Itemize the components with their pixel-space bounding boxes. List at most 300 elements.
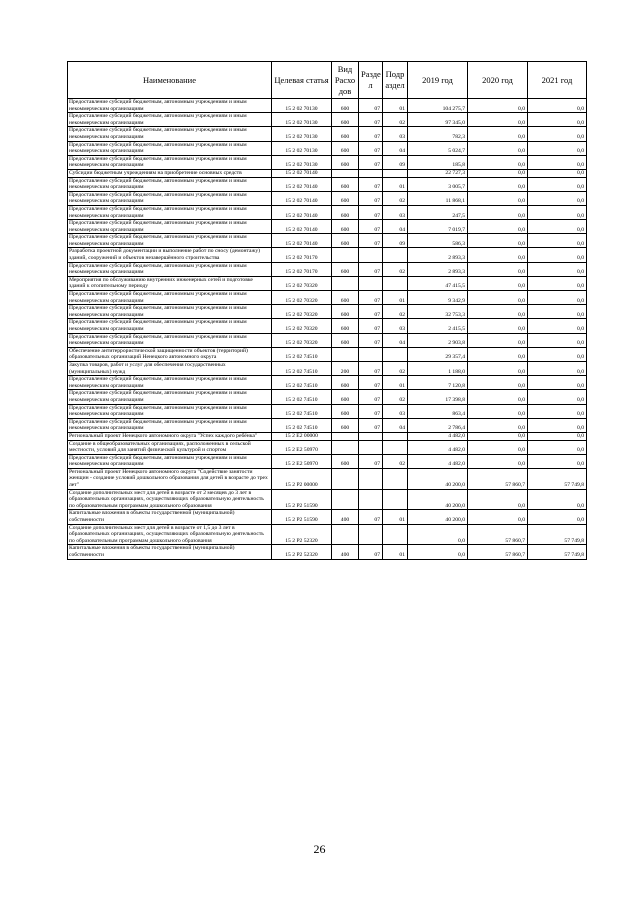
cell-year-2019: 40 200,0 (408, 510, 468, 524)
cell-name: Предоставление субсидий бюджетным, автономным учреждениям и иным некоммерческим организациям (68, 113, 272, 127)
cell-name: Создание в общеобразовательных организациях, расположенных в сельской местности, условий для занятий физической культурой и спортом (68, 440, 272, 454)
cell-year-2019: 22 727,3 (408, 169, 468, 177)
cell-expense-type: 600 (332, 319, 359, 333)
table-row (68, 347, 587, 361)
cell-year-2021: 0,0 (528, 333, 587, 347)
cell-name: Предоставление субсидий бюджетным, автономным учреждениям и иным некоммерческим организациям (68, 220, 272, 234)
cell-section (359, 169, 383, 177)
cell-year-2020: 0,0 (468, 418, 528, 432)
cell-name: Предоставление субсидий бюджетным, автономным учреждениям и иным некоммерческим организациям (68, 155, 272, 169)
cell-expense-type: 600 (332, 220, 359, 234)
cell-subsection: 04 (383, 220, 408, 234)
cell-expense-type (332, 524, 359, 545)
cell-subsection: 01 (383, 291, 408, 305)
cell-year-2021: 0,0 (528, 155, 587, 169)
cell-section: 07 (359, 127, 383, 141)
cell-section: 07 (359, 376, 383, 390)
cell-section: 07 (359, 319, 383, 333)
cell-year-2019: 104 275,7 (408, 99, 468, 113)
cell-year-2020: 0,0 (468, 113, 528, 127)
cell-name: Предоставление субсидий бюджетным, автономным учреждениям и иным некоммерческим организациям (68, 404, 272, 418)
cell-year-2019: 3 005,7 (408, 177, 468, 191)
cell-section (359, 248, 383, 262)
cell-target-article: 15 2 P2 51590 (272, 489, 332, 510)
cell-year-2020: 0,0 (468, 305, 528, 319)
cell-year-2019: 5 024,7 (408, 141, 468, 155)
cell-section: 07 (359, 510, 383, 524)
cell-year-2019: 247,5 (408, 205, 468, 219)
cell-section (359, 468, 383, 489)
cell-section: 07 (359, 99, 383, 113)
cell-section: 07 (359, 191, 383, 205)
table-row (68, 510, 587, 524)
cell-year-2020: 0,0 (468, 191, 528, 205)
cell-section (359, 347, 383, 361)
table-row (68, 432, 587, 440)
cell-subsection: 04 (383, 333, 408, 347)
table-row (68, 220, 587, 234)
cell-expense-type: 600 (332, 454, 359, 468)
cell-section: 07 (359, 454, 383, 468)
budget-table (67, 61, 587, 560)
cell-year-2021: 0,0 (528, 432, 587, 440)
header-expense-type: Вид Расхо дов (332, 62, 359, 99)
table-row (68, 113, 587, 127)
cell-year-2020: 0,0 (468, 141, 528, 155)
cell-expense-type: 600 (332, 205, 359, 219)
cell-year-2019: 29 357,4 (408, 347, 468, 361)
cell-section: 07 (359, 155, 383, 169)
cell-year-2019: 7 120,8 (408, 376, 468, 390)
cell-expense-type: 600 (332, 262, 359, 276)
cell-target-article: 15 2 02 70130 (272, 155, 332, 169)
cell-target-article: 15 2 02 70170 (272, 248, 332, 262)
cell-target-article: 15 2 02 70320 (272, 319, 332, 333)
cell-name: Создание дополнительных мест для детей в возрасте от 1,5 до 3 лет в образовательных организациях, осуществляющих образовательную деятельность по образовательным программам дошкольного образования (68, 524, 272, 545)
cell-year-2019: 782,3 (408, 127, 468, 141)
cell-name: Предоставление субсидий бюджетным, автономным учреждениям и иным некоммерческим организациям (68, 234, 272, 248)
table-row (68, 545, 587, 559)
cell-year-2020: 0,0 (468, 169, 528, 177)
cell-expense-type: 400 (332, 545, 359, 559)
cell-expense-type (332, 489, 359, 510)
cell-year-2021: 0,0 (528, 141, 587, 155)
cell-target-article: 15 2 02 70140 (272, 191, 332, 205)
cell-year-2020: 0,0 (468, 234, 528, 248)
cell-subsection: 02 (383, 113, 408, 127)
cell-subsection (383, 468, 408, 489)
cell-subsection (383, 489, 408, 510)
cell-section: 07 (359, 234, 383, 248)
cell-expense-type: 600 (332, 291, 359, 305)
cell-name: Предоставление субсидий бюджетным, автономным учреждениям и иным некоммерческим организациям (68, 141, 272, 155)
cell-section: 07 (359, 333, 383, 347)
cell-expense-type (332, 347, 359, 361)
cell-year-2019: 863,4 (408, 404, 468, 418)
table-row (68, 454, 587, 468)
cell-name: Предоставление субсидий бюджетным, автономным учреждениям и иным некоммерческим организациям (68, 305, 272, 319)
cell-subsection (383, 248, 408, 262)
cell-year-2021: 0,0 (528, 220, 587, 234)
cell-subsection (383, 347, 408, 361)
cell-year-2021: 0,0 (528, 440, 587, 454)
cell-target-article: 15 2 02 70140 (272, 220, 332, 234)
cell-year-2021: 0,0 (528, 376, 587, 390)
page-number: 26 (313, 842, 326, 856)
header-section: Разде л (359, 62, 383, 99)
cell-year-2021: 0,0 (528, 291, 587, 305)
table-row (68, 489, 587, 510)
cell-year-2020: 0,0 (468, 347, 528, 361)
table-row (68, 169, 587, 177)
cell-subsection (383, 432, 408, 440)
cell-year-2020: 57 860,7 (468, 545, 528, 559)
table-row (68, 99, 587, 113)
cell-expense-type: 600 (332, 376, 359, 390)
table-row (68, 205, 587, 219)
cell-year-2020: 0,0 (468, 177, 528, 191)
cell-section: 07 (359, 305, 383, 319)
header-subsection: Подр аздел (383, 62, 408, 99)
cell-expense-type (332, 440, 359, 454)
cell-year-2021: 0,0 (528, 127, 587, 141)
cell-year-2021: 0,0 (528, 99, 587, 113)
cell-name: Региональный проект Ненецкого автономного округа "Содействие занятости женщин - создание условий дошкольного образования для детей в возрасте до трех лет" (68, 468, 272, 489)
cell-year-2020: 0,0 (468, 489, 528, 510)
cell-subsection: 01 (383, 545, 408, 559)
cell-subsection: 03 (383, 319, 408, 333)
table-row (68, 248, 587, 262)
cell-year-2019: 4 482,0 (408, 432, 468, 440)
cell-year-2020: 0,0 (468, 510, 528, 524)
cell-target-article: 15 2 02 70130 (272, 127, 332, 141)
cell-name: Создание дополнительных мест для детей в возрасте от 2 месяцев до 3 лет в образовательных организациях, осуществляющих образовательную деятельность по образовательным программам дошкольного образования (68, 489, 272, 510)
cell-year-2019: 4 482,0 (408, 454, 468, 468)
table-row (68, 361, 587, 375)
cell-year-2021: 0,0 (528, 169, 587, 177)
cell-expense-type: 600 (332, 418, 359, 432)
cell-target-article: 15 2 02 70130 (272, 99, 332, 113)
cell-name: Предоставление субсидий бюджетным, автономным учреждениям и иным некоммерческим организациям (68, 319, 272, 333)
header-year-2021: 2021 год (528, 62, 587, 99)
cell-expense-type: 400 (332, 510, 359, 524)
cell-year-2021: 0,0 (528, 262, 587, 276)
cell-target-article: 15 2 02 70130 (272, 141, 332, 155)
cell-target-article: 15 2 02 74510 (272, 361, 332, 375)
table-row (68, 305, 587, 319)
cell-year-2019: 2 786,4 (408, 418, 468, 432)
cell-name: Предоставление субсидий бюджетным, автономным учреждениям и иным некоммерческим организациям (68, 291, 272, 305)
cell-expense-type: 600 (332, 127, 359, 141)
cell-year-2020: 0,0 (468, 99, 528, 113)
cell-target-article: 15 2 02 74510 (272, 404, 332, 418)
cell-target-article: 15 2 P2 00000 (272, 468, 332, 489)
table-row (68, 333, 587, 347)
table-row (68, 262, 587, 276)
cell-subsection: 01 (383, 510, 408, 524)
cell-section (359, 432, 383, 440)
cell-target-article: 15 2 P2 51590 (272, 510, 332, 524)
table-row (68, 404, 587, 418)
cell-expense-type: 600 (332, 155, 359, 169)
cell-year-2019: 586,3 (408, 234, 468, 248)
cell-year-2020: 0,0 (468, 454, 528, 468)
cell-section: 07 (359, 177, 383, 191)
cell-target-article: 15 2 E2 50970 (272, 454, 332, 468)
cell-target-article: 15 2 02 70320 (272, 305, 332, 319)
cell-section: 07 (359, 113, 383, 127)
table-row (68, 191, 587, 205)
cell-target-article: 15 2 P2 52320 (272, 545, 332, 559)
cell-target-article: 15 2 E2 50970 (272, 440, 332, 454)
cell-section: 07 (359, 418, 383, 432)
cell-year-2021: 0,0 (528, 113, 587, 127)
cell-name: Предоставление субсидий бюджетным, автономным учреждениям и иным некоммерческим организациям (68, 127, 272, 141)
cell-subsection: 09 (383, 155, 408, 169)
cell-year-2020: 0,0 (468, 390, 528, 404)
cell-year-2019: 2 893,3 (408, 248, 468, 262)
cell-year-2019: 0,0 (408, 545, 468, 559)
cell-year-2020: 0,0 (468, 404, 528, 418)
cell-section: 07 (359, 291, 383, 305)
cell-section: 07 (359, 404, 383, 418)
cell-subsection: 01 (383, 376, 408, 390)
cell-expense-type (332, 432, 359, 440)
cell-section (359, 489, 383, 510)
table-row (68, 155, 587, 169)
table-row (68, 468, 587, 489)
cell-name: Обеспечение антитеррористической защищенности объектов (территорий) образовательных организаций Ненецкого автономного округа (68, 347, 272, 361)
cell-subsection (383, 169, 408, 177)
cell-year-2019: 2 415,5 (408, 319, 468, 333)
cell-target-article: 15 2 02 74510 (272, 418, 332, 432)
cell-year-2020: 0,0 (468, 248, 528, 262)
cell-year-2019: 0,0 (408, 524, 468, 545)
cell-name: Предоставление субсидий бюджетным, автономным учреждениям и иным некоммерческим организациям (68, 333, 272, 347)
cell-year-2020: 0,0 (468, 220, 528, 234)
cell-year-2019: 17 398,8 (408, 390, 468, 404)
cell-target-article: 15 2 02 70320 (272, 291, 332, 305)
cell-subsection: 02 (383, 191, 408, 205)
cell-expense-type (332, 248, 359, 262)
cell-name: Капитальные вложения в объекты государственной (муниципальной) собственности (68, 510, 272, 524)
table-body (68, 99, 587, 560)
cell-year-2021: 57 749,8 (528, 545, 587, 559)
table-row (68, 319, 587, 333)
cell-expense-type: 600 (332, 305, 359, 319)
cell-target-article: 15 2 02 70140 (272, 234, 332, 248)
cell-year-2019: 2 903,8 (408, 333, 468, 347)
cell-subsection (383, 276, 408, 290)
cell-name: Предоставление субсидий бюджетным, автономным учреждениям и иным некоммерческим организациям (68, 262, 272, 276)
cell-target-article: 15 2 02 70320 (272, 333, 332, 347)
cell-name: Предоставление субсидий бюджетным, автономным учреждениям и иным некоммерческим организациям (68, 390, 272, 404)
cell-subsection (383, 524, 408, 545)
cell-expense-type: 600 (332, 404, 359, 418)
cell-year-2020: 0,0 (468, 291, 528, 305)
cell-year-2020: 0,0 (468, 276, 528, 290)
cell-year-2020: 0,0 (468, 262, 528, 276)
header-name: Наименование (68, 62, 272, 99)
cell-year-2021: 0,0 (528, 276, 587, 290)
cell-target-article: 15 2 02 70130 (272, 113, 332, 127)
cell-name: Предоставление субсидий бюджетным, автономным учреждениям и иным некоммерческим организациям (68, 454, 272, 468)
header-target-article: Целевая статья (272, 62, 332, 99)
table-row (68, 234, 587, 248)
cell-section: 07 (359, 141, 383, 155)
table-row (68, 276, 587, 290)
cell-year-2021: 0,0 (528, 454, 587, 468)
cell-target-article: 15 2 02 74510 (272, 347, 332, 361)
cell-subsection: 02 (383, 305, 408, 319)
cell-year-2019: 97 345,0 (408, 113, 468, 127)
cell-year-2021: 57 749,8 (528, 468, 587, 489)
cell-section (359, 524, 383, 545)
cell-year-2019: 32 753,3 (408, 305, 468, 319)
table-row (68, 524, 587, 545)
cell-expense-type: 600 (332, 234, 359, 248)
cell-name: Предоставление субсидий бюджетным, автономным учреждениям и иным некоммерческим организациям (68, 99, 272, 113)
cell-year-2021: 0,0 (528, 191, 587, 205)
cell-section: 07 (359, 361, 383, 375)
cell-year-2020: 0,0 (468, 361, 528, 375)
cell-expense-type: 600 (332, 141, 359, 155)
table-row (68, 141, 587, 155)
cell-year-2021: 0,0 (528, 489, 587, 510)
cell-year-2019: 40 200,0 (408, 489, 468, 510)
cell-year-2019: 9 342,9 (408, 291, 468, 305)
cell-year-2021: 0,0 (528, 404, 587, 418)
table-row (68, 440, 587, 454)
table-row (68, 376, 587, 390)
table-row (68, 291, 587, 305)
cell-subsection: 01 (383, 177, 408, 191)
cell-target-article: 15 2 E2 00000 (272, 432, 332, 440)
cell-year-2019: 7 019,7 (408, 220, 468, 234)
cell-year-2020: 0,0 (468, 205, 528, 219)
cell-target-article: 15 2 02 70320 (272, 276, 332, 290)
table-row (68, 177, 587, 191)
cell-section: 07 (359, 390, 383, 404)
cell-year-2020: 0,0 (468, 376, 528, 390)
header-year-2020: 2020 год (468, 62, 528, 99)
cell-section: 07 (359, 545, 383, 559)
cell-section (359, 440, 383, 454)
cell-year-2021: 0,0 (528, 361, 587, 375)
cell-target-article: 15 2 02 70140 (272, 205, 332, 219)
cell-expense-type: 600 (332, 177, 359, 191)
cell-name: Предоставление субсидий бюджетным, автономным учреждениям и иным некоммерческим организациям (68, 205, 272, 219)
cell-section: 07 (359, 262, 383, 276)
cell-year-2020: 0,0 (468, 155, 528, 169)
cell-name: Предоставление субсидий бюджетным, автономным учреждениям и иным некоммерческим организациям (68, 418, 272, 432)
cell-year-2020: 0,0 (468, 440, 528, 454)
table-header-row (68, 62, 587, 99)
cell-year-2019: 185,8 (408, 155, 468, 169)
header-year-2019: 2019 год (408, 62, 468, 99)
cell-year-2020: 0,0 (468, 127, 528, 141)
cell-name: Субсидии бюджетным учреждениям на приобретение основных средств (68, 169, 272, 177)
cell-section: 07 (359, 205, 383, 219)
cell-subsection (383, 440, 408, 454)
cell-name: Мероприятия по обслуживанию внутренних инженерных сетей и подготовке зданий к отопительному периоду (68, 276, 272, 290)
cell-year-2020: 0,0 (468, 333, 528, 347)
cell-subsection: 02 (383, 262, 408, 276)
cell-year-2021: 0,0 (528, 248, 587, 262)
cell-year-2019: 1 188,0 (408, 361, 468, 375)
cell-section: 07 (359, 220, 383, 234)
cell-subsection: 03 (383, 205, 408, 219)
cell-expense-type: 600 (332, 191, 359, 205)
cell-year-2020: 57 860,7 (468, 524, 528, 545)
cell-year-2021: 0,0 (528, 205, 587, 219)
cell-year-2019: 4 482,0 (408, 440, 468, 454)
cell-expense-type: 600 (332, 333, 359, 347)
cell-name: Предоставление субсидий бюджетным, автономным учреждениям и иным некоммерческим организациям (68, 177, 272, 191)
cell-expense-type (332, 468, 359, 489)
cell-target-article: 15 2 02 74510 (272, 376, 332, 390)
cell-year-2021: 0,0 (528, 305, 587, 319)
cell-name: Закупка товаров, работ и услуг для обеспечения государственных (муниципальных) нужд (68, 361, 272, 375)
cell-year-2020: 0,0 (468, 432, 528, 440)
cell-expense-type: 600 (332, 390, 359, 404)
cell-year-2021: 0,0 (528, 418, 587, 432)
cell-year-2021: 0,0 (528, 234, 587, 248)
cell-year-2021: 0,0 (528, 347, 587, 361)
cell-expense-type (332, 276, 359, 290)
cell-subsection: 02 (383, 361, 408, 375)
cell-year-2019: 40 200,0 (408, 468, 468, 489)
table-row (68, 418, 587, 432)
cell-year-2019: 11 868,1 (408, 191, 468, 205)
table-row (68, 127, 587, 141)
cell-name: Капитальные вложения в объекты государственной (муниципальной) собственности (68, 545, 272, 559)
cell-target-article: 15 2 02 74510 (272, 390, 332, 404)
cell-subsection: 03 (383, 127, 408, 141)
cell-year-2021: 0,0 (528, 510, 587, 524)
cell-expense-type: 600 (332, 99, 359, 113)
cell-target-article: 15 2 02 70170 (272, 262, 332, 276)
cell-subsection: 02 (383, 390, 408, 404)
cell-year-2019: 2 893,3 (408, 262, 468, 276)
cell-expense-type: 600 (332, 113, 359, 127)
cell-target-article: 15 2 P2 52320 (272, 524, 332, 545)
cell-subsection: 03 (383, 404, 408, 418)
cell-year-2019: 47 415,5 (408, 276, 468, 290)
cell-name: Разработка проектной документации и выполнение работ по сносу (демонтажу) зданий, сооружений и объектов незавершённого строительства (68, 248, 272, 262)
cell-subsection: 01 (383, 99, 408, 113)
cell-subsection: 04 (383, 141, 408, 155)
cell-expense-type (332, 169, 359, 177)
cell-year-2021: 57 749,8 (528, 524, 587, 545)
cell-year-2021: 0,0 (528, 319, 587, 333)
cell-name: Предоставление субсидий бюджетным, автономным учреждениям и иным некоммерческим организациям (68, 191, 272, 205)
cell-subsection: 02 (383, 454, 408, 468)
cell-name: Предоставление субсидий бюджетным, автономным учреждениям и иным некоммерческим организациям (68, 376, 272, 390)
cell-subsection: 09 (383, 234, 408, 248)
cell-section (359, 276, 383, 290)
cell-target-article: 15 2 02 70140 (272, 169, 332, 177)
cell-name: Региональный проект Ненецкого автономного округа "Успех каждого ребёнка" (68, 432, 272, 440)
cell-expense-type: 200 (332, 361, 359, 375)
cell-year-2020: 0,0 (468, 319, 528, 333)
table-row (68, 390, 587, 404)
cell-year-2021: 0,0 (528, 390, 587, 404)
cell-subsection: 04 (383, 418, 408, 432)
cell-year-2021: 0,0 (528, 177, 587, 191)
cell-target-article: 15 2 02 70140 (272, 177, 332, 191)
cell-year-2020: 57 860,7 (468, 468, 528, 489)
